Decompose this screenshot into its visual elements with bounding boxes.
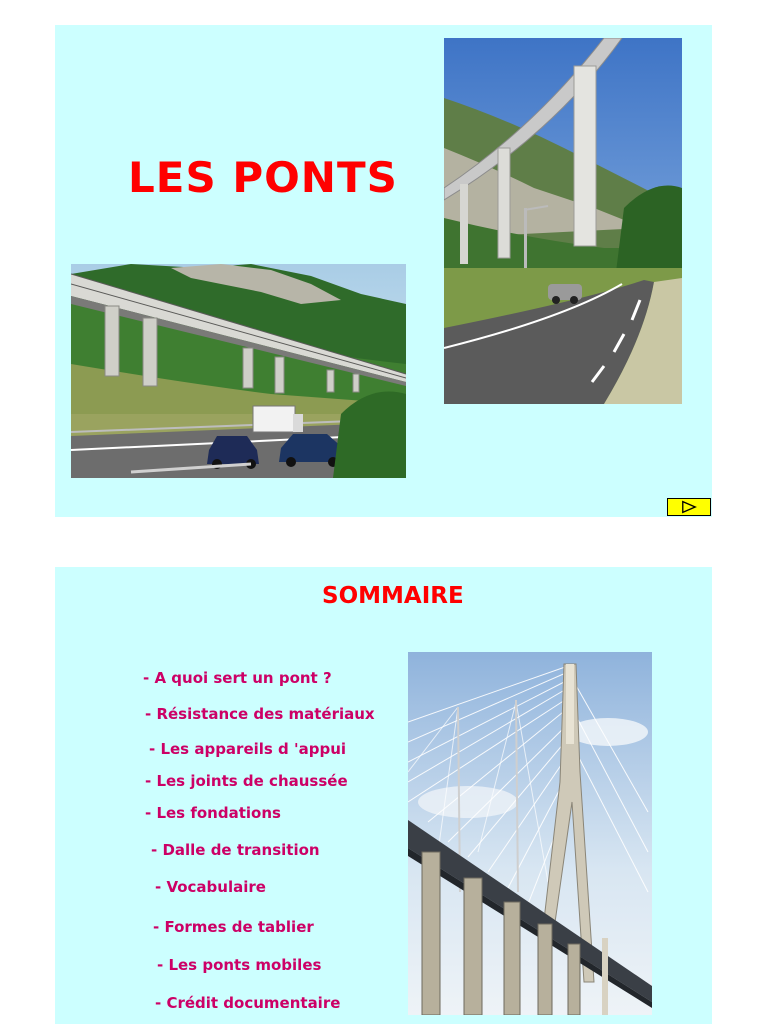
summary-title: SOMMAIRE [322, 583, 464, 609]
title-slide [55, 25, 712, 517]
page-title: LES PONTS [128, 153, 398, 202]
cable-stayed-bridge-photo [408, 652, 652, 1015]
toc-item[interactable]: - Les joints de chaussée [145, 772, 348, 790]
play-arrow-icon [668, 499, 710, 515]
next-slide-button[interactable] [667, 498, 711, 516]
toc-item[interactable]: - Les fondations [145, 804, 281, 822]
pillar-bridge-photo [444, 38, 682, 404]
toc-item[interactable]: - Les ponts mobiles [157, 956, 322, 974]
toc-item[interactable]: - Résistance des matériaux [145, 705, 375, 723]
toc-item[interactable]: - Crédit documentaire [155, 994, 341, 1012]
summary-slide [55, 567, 712, 1024]
toc-item[interactable]: - Vocabulaire [155, 878, 266, 896]
viaduct-photo [71, 264, 406, 478]
toc-item[interactable]: - Les appareils d 'appui [149, 740, 347, 758]
toc-item[interactable]: - Formes de tablier [153, 918, 314, 936]
toc-item[interactable]: - A quoi sert un pont ? [143, 669, 332, 687]
toc-item[interactable]: - Dalle de transition [151, 841, 320, 859]
